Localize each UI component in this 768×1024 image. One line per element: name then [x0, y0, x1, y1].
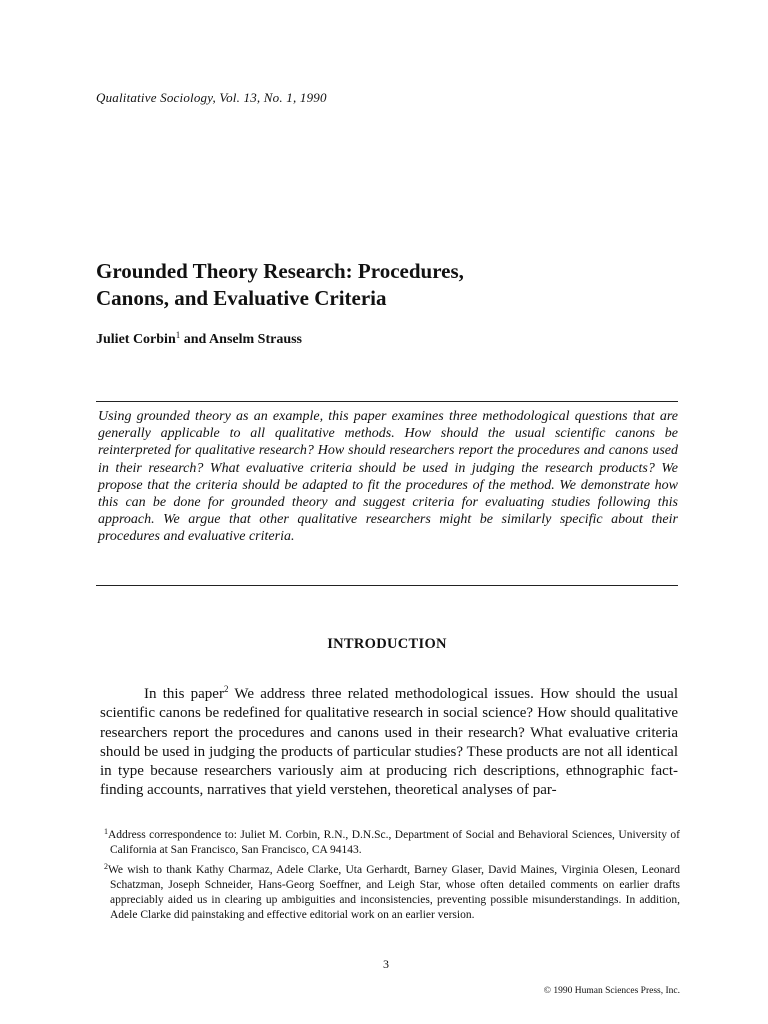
abstract-top-rule [96, 401, 678, 402]
section-heading-introduction: INTRODUCTION [327, 636, 447, 652]
title-line-1: Grounded Theory Research: Procedures, [96, 259, 464, 283]
introduction-lead: In this paper [144, 686, 224, 702]
journal-citation: Qualitative Sociology, Vol. 13, No. 1, 1990 [96, 90, 327, 105]
footnote-1-mark: 1 [104, 827, 108, 836]
introduction-text: We address three related methodological issues. How should the usual scientific canons be redefined for qualitative research in social science? How should qualitative researchers report the procedures and canons used in their research? What evaluative criteria should be used in judging the products of particular studies? These products are not all identical in type because researchers variously aim at producing rich descriptions, ethnographic fact-finding accounts, narratives that yield verstehen, theoretical analyses of par- [100, 686, 678, 799]
page-number: 3 [383, 957, 389, 971]
copyright-notice: © 1990 Human Sciences Press, Inc. [543, 986, 680, 996]
author-name-1: Juliet Corbin [96, 332, 176, 347]
abstract-bottom-rule [96, 585, 678, 586]
author-line [96, 330, 302, 348]
abstract: Using grounded theory as an example, this paper examines three methodological questions that are generally applicable to all qualitative methods. How should the usual scientific canons be reinterpreted for qualitative research? How should researchers report the procedures and canons used in their research? What evaluative criteria should be used in judging the research products? We propose that the criteria should be adapted to fit the procedures of the method. We demonstrate how this can be done for grounded theory and suggest criteria for evaluating studies following this approach. We argue that other qualitative researchers might be similarly specific about their procedures and evaluative criteria. [98, 409, 678, 545]
title-line-2: Canons, and Evaluative Criteria [96, 286, 387, 310]
footnote-marker-2: 2 [223, 684, 229, 694]
footnote-1-text: Address correspondence to: Juliet M. Corbin, R.N., D.N.Sc., Department of Social and Behavioral Sciences, University of California at San Francisco, San Francisco, CA 94143. [108, 829, 680, 857]
author-name-2: Anselm Strauss [209, 332, 303, 347]
footnote-1 [104, 824, 680, 859]
author-conjunction: and [180, 332, 210, 347]
footnote-2-mark: 2 [104, 861, 108, 871]
article-title [96, 258, 464, 312]
introduction-paragraph [100, 680, 678, 801]
footnotes [104, 824, 680, 924]
footnote-marker-1: 1 [175, 330, 181, 340]
footnote-2-text: We wish to thank Kathy Charmaz, Adele Clarke, Uta Gerhardt, Barney Glaser, David Maines, Virginia Olesen, Leonard Schatzman, Joseph Schneider, Hans-Georg Soeffner, and Leigh Star, whose often detailed comments on earlier drafts appreciably aided us in clearing up ambiguities and inconsistencies, preventing possible misunderstandings. In addition, Adele Clarke did painstaking and effective editorial work on an earlier version. [108, 863, 680, 922]
footnote-2 [104, 859, 680, 924]
